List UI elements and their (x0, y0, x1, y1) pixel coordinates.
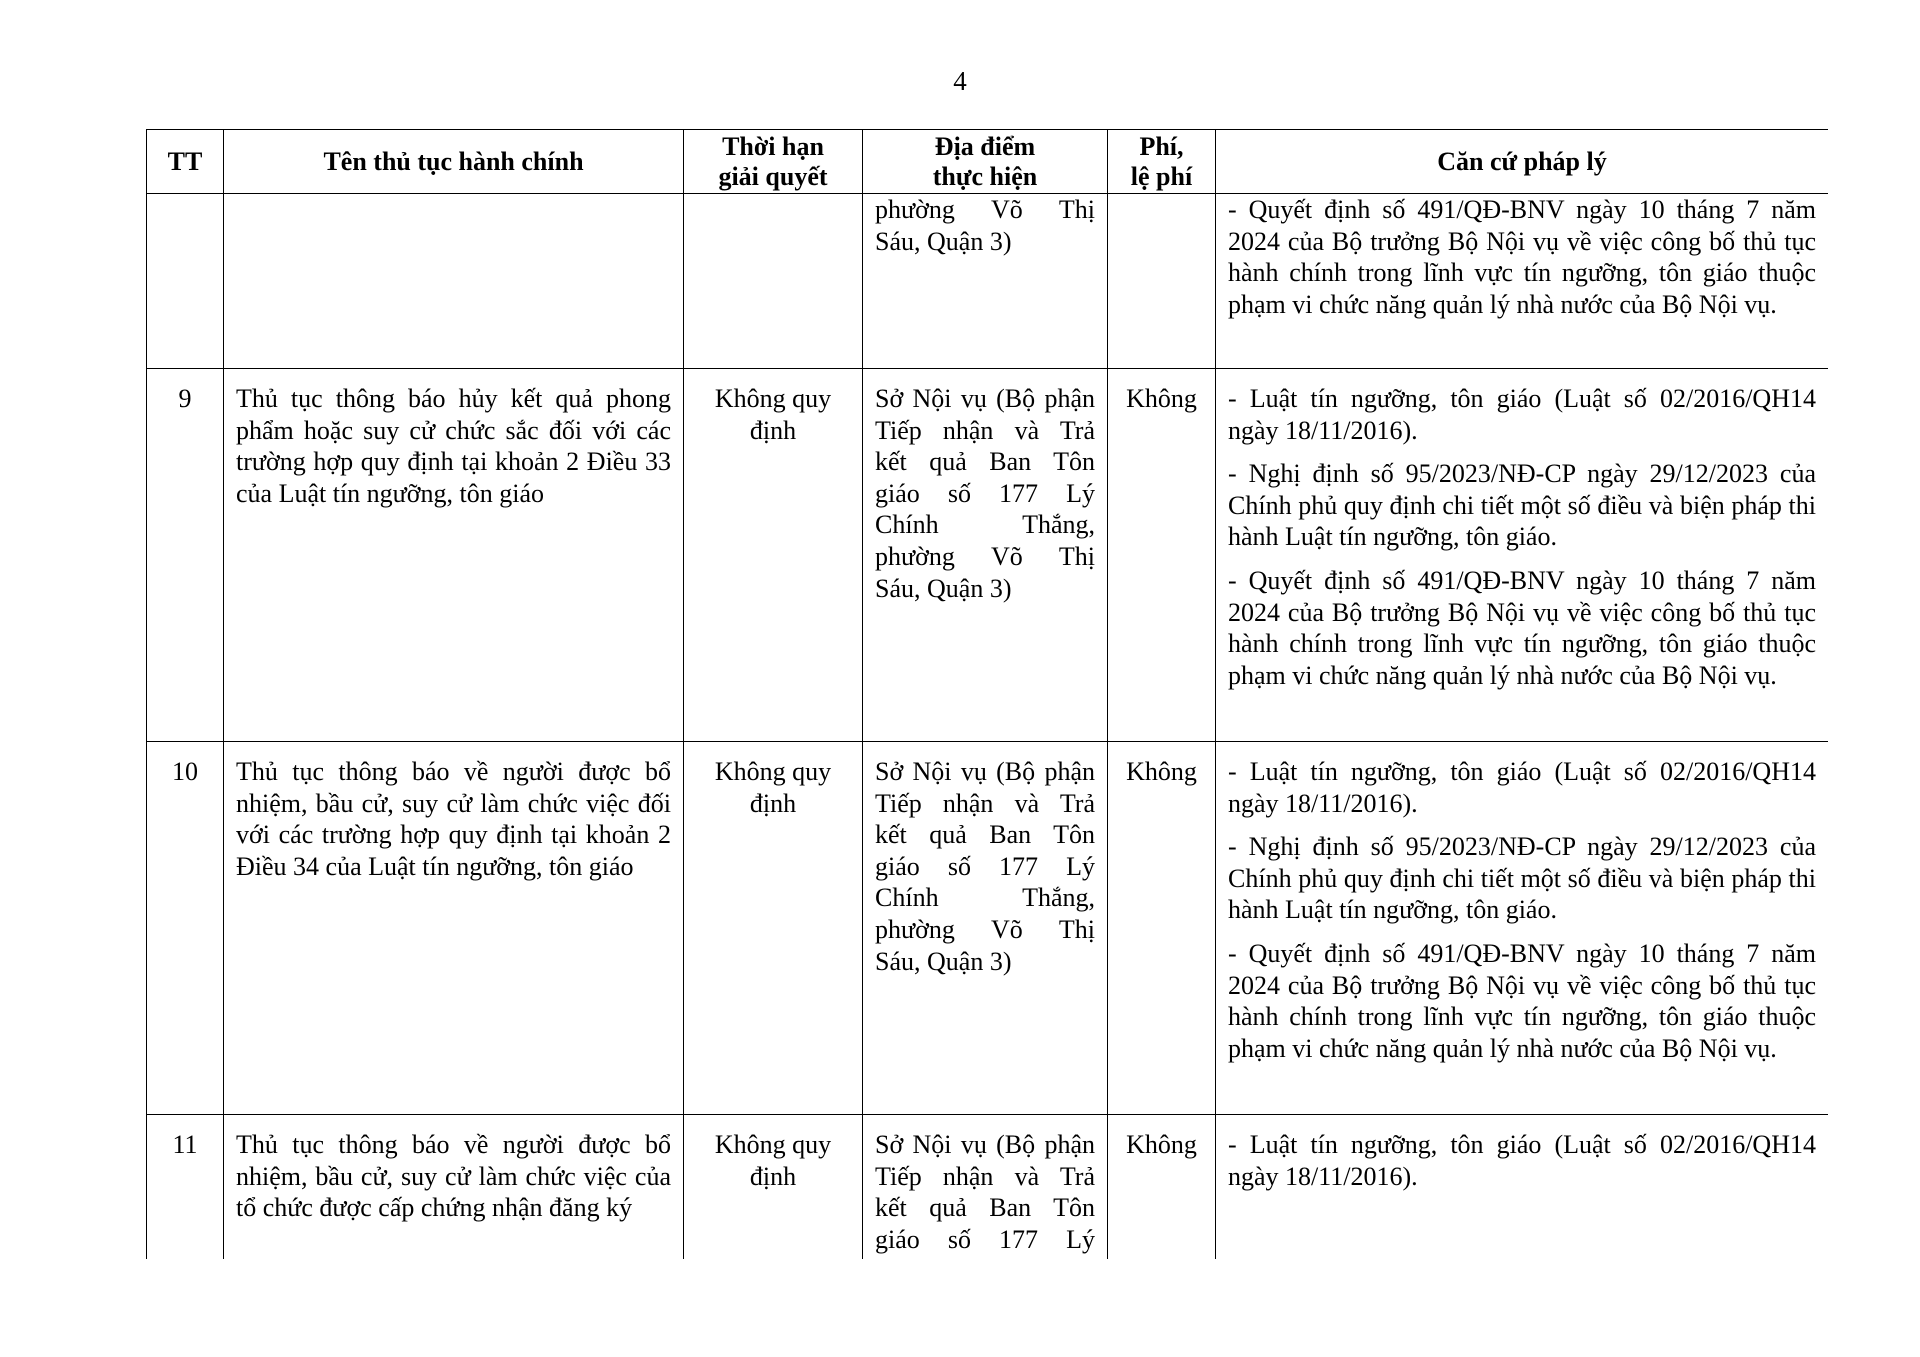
header-legal-basis: Căn cứ pháp lý (1216, 130, 1829, 194)
cell-name: Thủ tục thông báo về người được bổ nhiệm, bầu cử, suy cử làm chức việc đối với các trường hợp quy định tại khoản 2 Điều 34 của Luật tín ngưỡng, tôn giáo (224, 742, 684, 1115)
procedures-table-container (146, 129, 1828, 1259)
cell-name (224, 194, 684, 369)
cell-location: Sở Nội vụ (Bộ phận Tiếp nhận và Trả kết quả Ban Tôn giáo số 177 Lý Chính Thắng, phường Võ Thị Sáu, Quận 3) (863, 742, 1108, 1115)
cell-fee: Không (1108, 1115, 1216, 1260)
cell-legal-basis (1216, 194, 1829, 369)
cell-fee: Không (1108, 369, 1216, 742)
legal-item: - Nghị định số 95/2023/NĐ-CP ngày 29/12/2023 của Chính phủ quy định chi tiết một số điều và biện pháp thi hành Luật tín ngưỡng, tôn giáo. (1228, 832, 1816, 925)
cell-fee (1108, 194, 1216, 369)
header-procedure-name: Tên thủ tục hành chính (224, 130, 684, 194)
legal-item: - Quyết định số 491/QĐ-BNV ngày 10 tháng 7 năm 2024 của Bộ trưởng Bộ Nội vụ về việc công bố thủ tục hành chính trong lĩnh vực tín ngưỡng, tôn giáo thuộc phạm vi chức năng quản lý nhà nước của Bộ Nội vụ. (1228, 565, 1816, 690)
procedures-table (146, 129, 1828, 1259)
cell-time (684, 194, 863, 369)
legal-item: - Nghị định số 95/2023/NĐ-CP ngày 29/12/2023 của Chính phủ quy định chi tiết một số điều và biện pháp thi hành Luật tín ngưỡng, tôn giáo. (1228, 459, 1816, 552)
legal-item: - Quyết định số 491/QĐ-BNV ngày 10 tháng 7 năm 2024 của Bộ trưởng Bộ Nội vụ về việc công bố thủ tục hành chính trong lĩnh vực tín ngưỡng, tôn giáo thuộc phạm vi chức năng quản lý nhà nước của Bộ Nội vụ. (1228, 195, 1816, 319)
table-row (147, 742, 1829, 1115)
cell-legal-basis (1216, 1115, 1829, 1260)
legal-item: - Luật tín ngưỡng, tôn giáo (Luật số 02/2016/QH14 ngày 18/11/2016). (1228, 1130, 1816, 1191)
header-location: Địa điểm thực hiện (863, 130, 1108, 194)
cell-tt: 9 (147, 369, 224, 742)
header-processing-time: Thời hạn giải quyết (684, 130, 863, 194)
header-fee: Phí, lệ phí (1108, 130, 1216, 194)
table-row-continued (147, 194, 1829, 369)
cell-legal-basis (1216, 369, 1829, 742)
cell-tt: 10 (147, 742, 224, 1115)
cell-tt (147, 194, 224, 369)
table-row (147, 1115, 1829, 1260)
header-tt: TT (147, 130, 224, 194)
cell-time: Không quy định (684, 742, 863, 1115)
legal-item: - Quyết định số 491/QĐ-BNV ngày 10 tháng 7 năm 2024 của Bộ trưởng Bộ Nội vụ về việc công bố thủ tục hành chính trong lĩnh vực tín ngưỡng, tôn giáo thuộc phạm vi chức năng quản lý nhà nước của Bộ Nội vụ. (1228, 938, 1816, 1063)
legal-item: - Luật tín ngưỡng, tôn giáo (Luật số 02/2016/QH14 ngày 18/11/2016). (1228, 757, 1816, 818)
cell-location: Sở Nội vụ (Bộ phận Tiếp nhận và Trả kết quả Ban Tôn giáo số 177 Lý (863, 1115, 1108, 1260)
cell-fee: Không (1108, 742, 1216, 1115)
cell-name: Thủ tục thông báo hủy kết quả phong phẩm hoặc suy cử chức sắc đối với các trường hợp quy định tại khoản 2 Điều 33 của Luật tín ngưỡng, tôn giáo (224, 369, 684, 742)
table-row (147, 369, 1829, 742)
cell-location: phường Võ Thị Sáu, Quận 3) (863, 194, 1108, 369)
cell-time: Không quy định (684, 1115, 863, 1260)
cell-time: Không quy định (684, 369, 863, 742)
table-header-row (147, 130, 1829, 194)
cell-name: Thủ tục thông báo về người được bổ nhiệm, bầu cử, suy cử làm chức việc của tổ chức được cấp chứng nhận đăng ký (224, 1115, 684, 1260)
legal-item: - Luật tín ngưỡng, tôn giáo (Luật số 02/2016/QH14 ngày 18/11/2016). (1228, 384, 1816, 445)
cell-location: Sở Nội vụ (Bộ phận Tiếp nhận và Trả kết quả Ban Tôn giáo số 177 Lý Chính Thắng, phường Võ Thị Sáu, Quận 3) (863, 369, 1108, 742)
page-number: 4 (953, 66, 967, 96)
cell-tt: 11 (147, 1115, 224, 1260)
cell-legal-basis (1216, 742, 1829, 1115)
